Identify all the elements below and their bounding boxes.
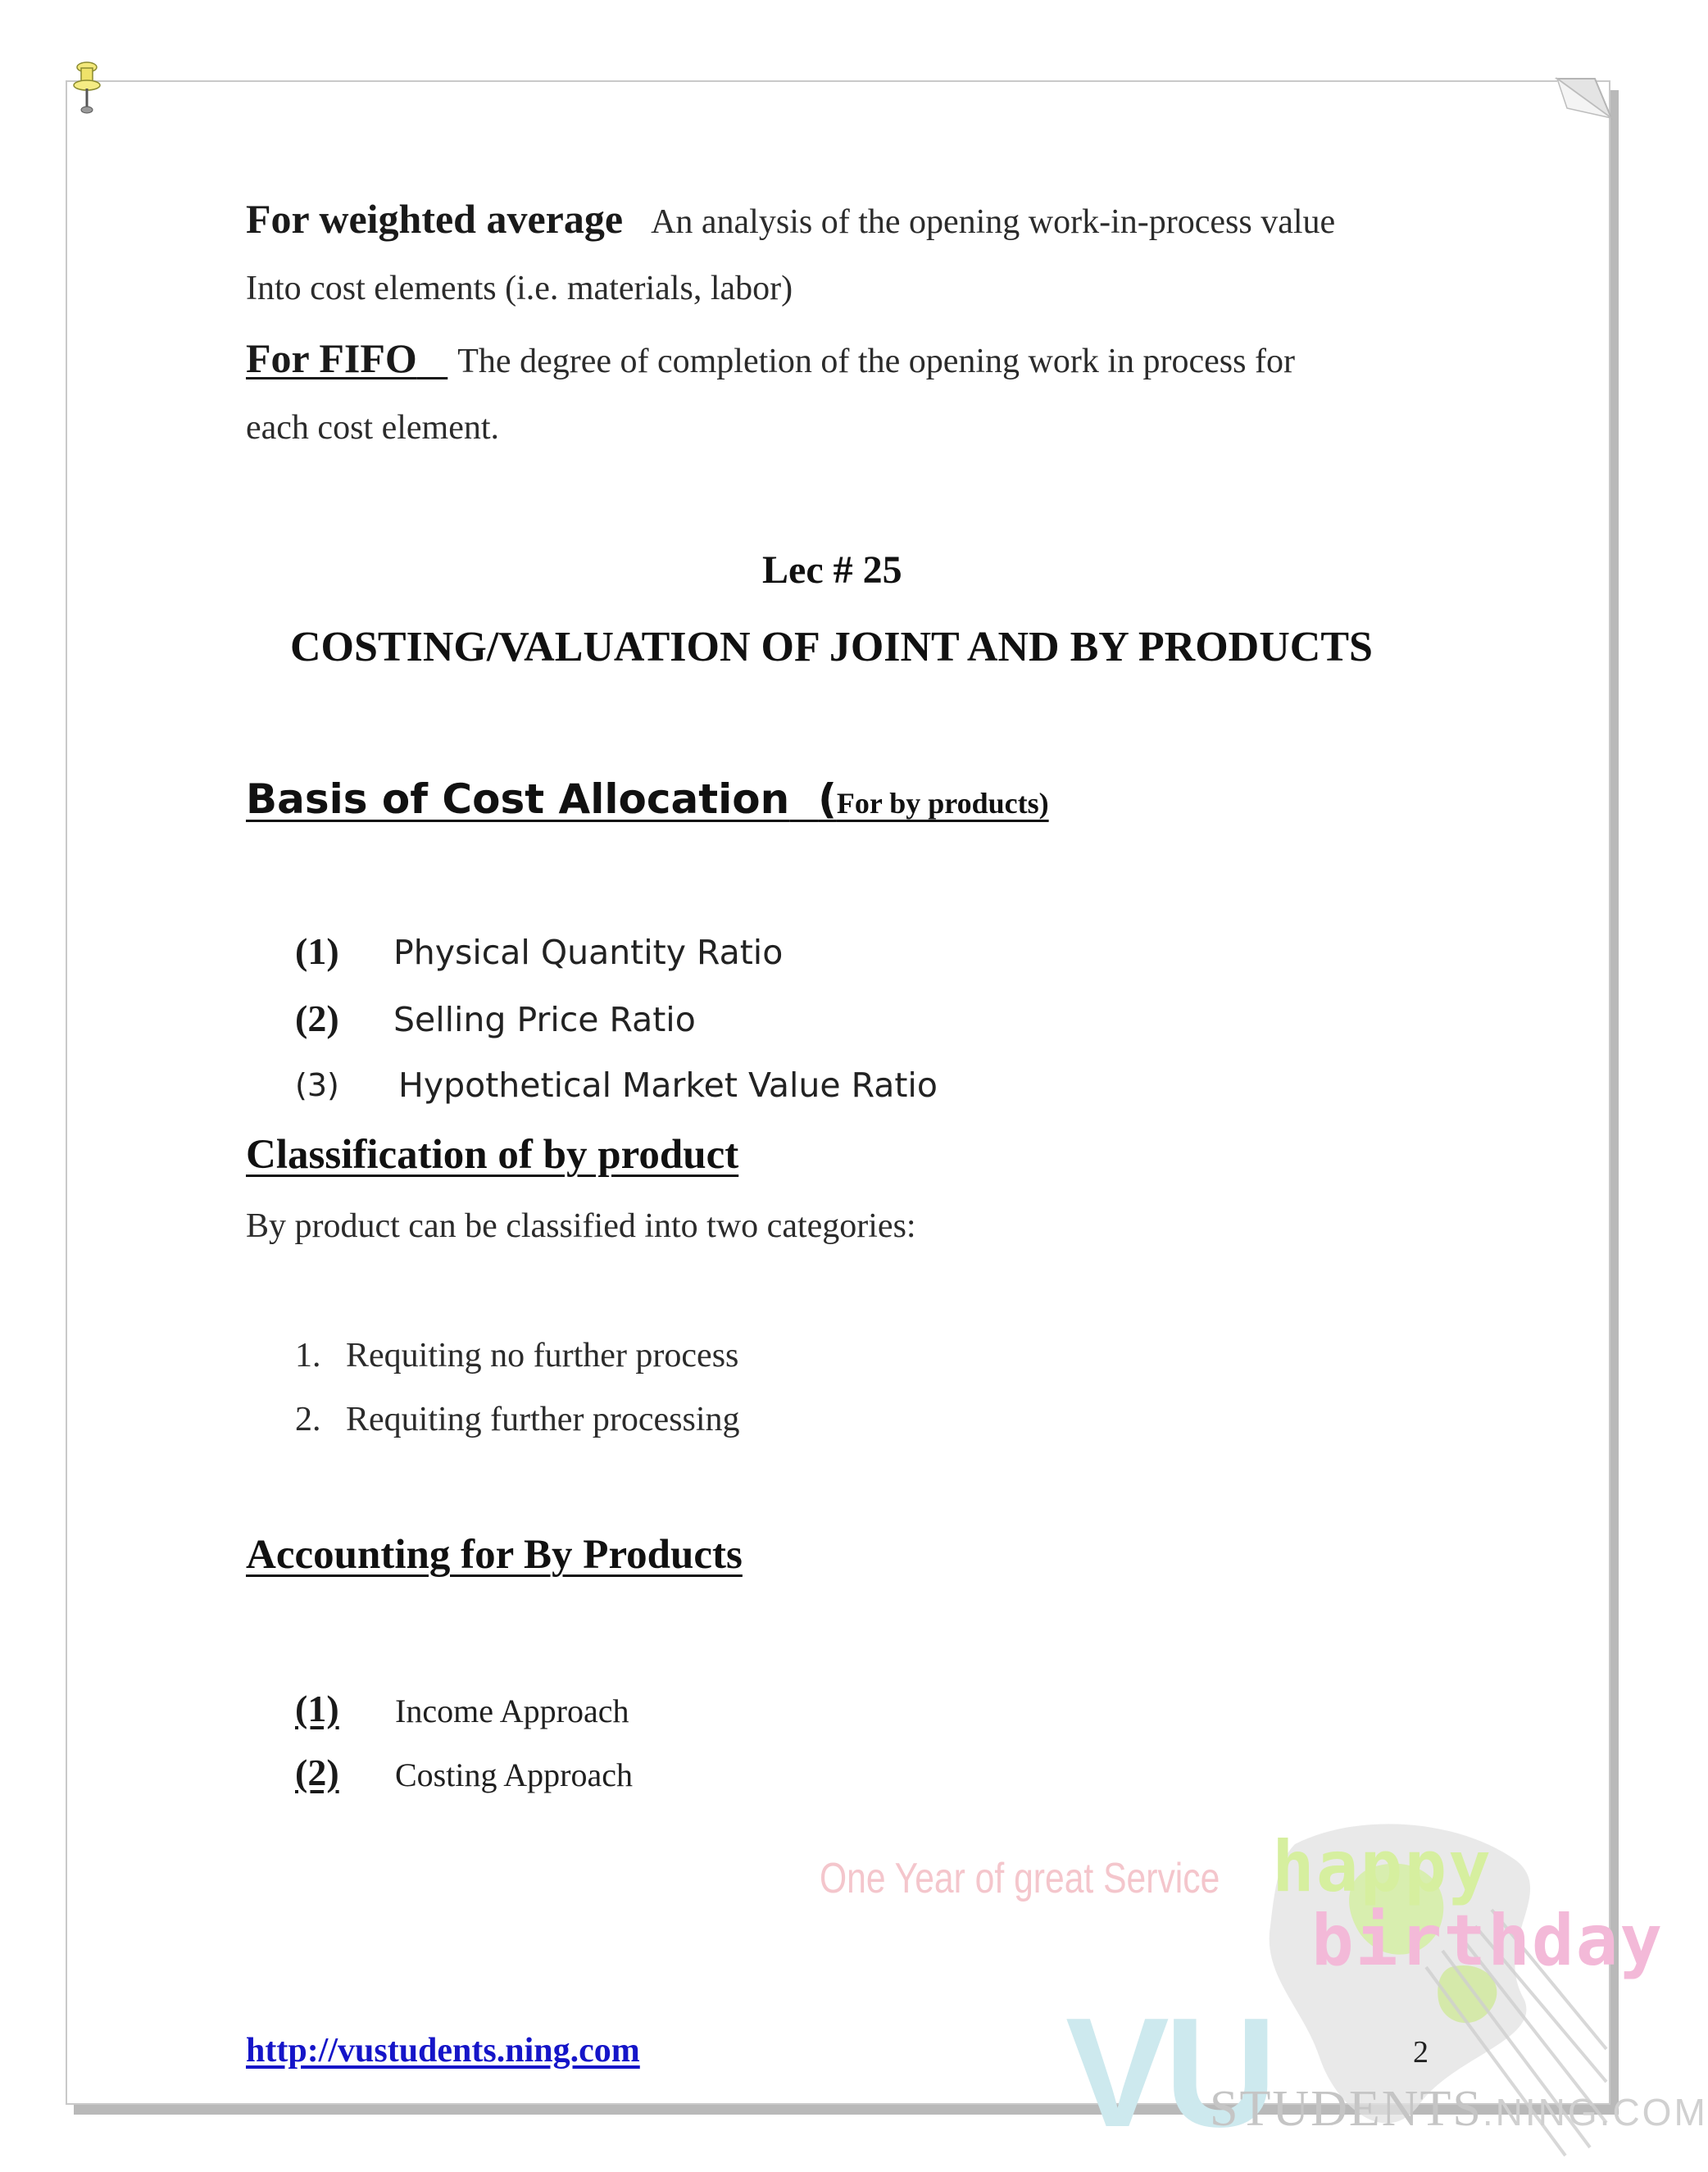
list-item: (3) Hypothetical Market Value Ratio [295,1066,938,1105]
definition-text-continued: Into cost elements (i.e. materials, labor) [246,270,793,307]
heading-suffix: For by products) [836,787,1049,820]
page-number: 2 [1413,2035,1429,2070]
section-heading-classification: Classification of by product [246,1132,739,1178]
list-item: 1. Requiting no further process [295,1337,739,1375]
lecture-number: Lec # 25 [762,548,902,592]
list-item: 2. Requiting further processing [295,1401,740,1438]
definition-fifo [246,334,1295,382]
pushpin-icon [72,61,102,115]
watermark-service-text: One Year of great Service [820,1855,1220,1902]
list-item: (1) Physical Quantity Ratio [295,930,784,972]
list-item: (2) Selling Price Ratio [295,997,696,1039]
definition-term: For weighted average [246,196,624,242]
page-title: COSTING/VALUATION OF JOINT AND BY PRODUCTS [290,624,1373,670]
section-heading-basis: Basis of Cost Allocation (For by products) [246,775,1049,823]
watermark-vu-logo: VU [1065,1986,1272,2160]
page-fold-corner [1557,79,1611,120]
list-item: (1) Income Approach [295,1688,629,1729]
section-heading-accounting: Accounting for By Products [246,1532,743,1578]
watermark-happy-text: happy [1272,1826,1492,1908]
watermark-birthday-text: birthday [1311,1900,1665,1982]
definition-text-continued: each cost element. [246,409,500,447]
definition-text: An analysis of the opening work-in-process value [651,203,1336,241]
definition-text: The degree of completion of the opening work in process for [457,343,1295,380]
definition-term: For FIFO [246,335,417,381]
definition-weighted-average [246,195,1335,243]
watermark-students-text: STUDENTS.NING.COM [1210,2081,1708,2137]
footer-link[interactable]: http://vustudents.ning.com [246,2032,640,2070]
list-item: (2) Costing Approach [295,1752,633,1793]
section-intro: By product can be classified into two categories: [246,1207,916,1245]
